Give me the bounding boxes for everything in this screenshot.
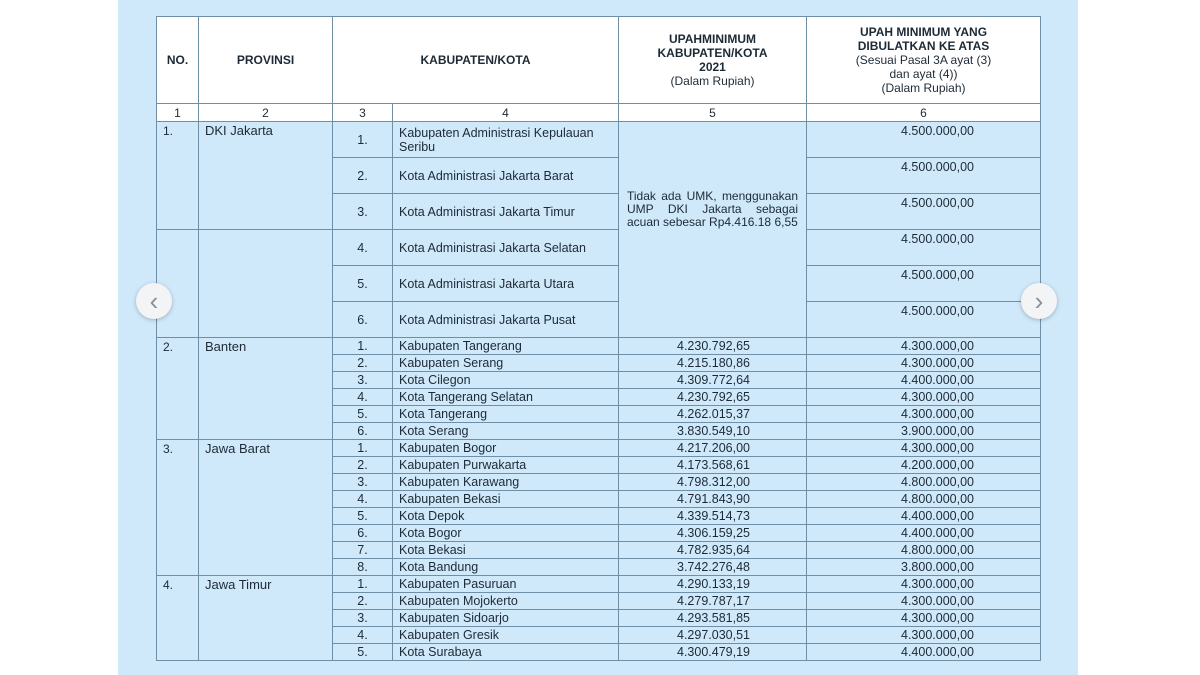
header-kabupaten: KABUPATEN/KOTA <box>333 17 619 104</box>
regency-name: Kota Serang <box>393 423 619 440</box>
header-no: NO. <box>157 17 199 104</box>
rounded-wage: 4.300.000,00 <box>807 576 1041 593</box>
regency-name: Kabupaten Tangerang <box>393 338 619 355</box>
regency-name: Kota Administrasi Jakarta Selatan <box>393 230 619 266</box>
row-number: 4. <box>333 491 393 508</box>
province-name-continued <box>199 230 333 338</box>
rounded-wage: 4.300.000,00 <box>807 406 1041 423</box>
umk-value: 4.215.180,86 <box>619 355 807 372</box>
regency-name: Kota Surabaya <box>393 644 619 661</box>
column-number: 5 <box>619 104 807 122</box>
umk-value: 4.173.568,61 <box>619 457 807 474</box>
regency-name: Kabupaten Mojokerto <box>393 593 619 610</box>
header-ump-line4: (Dalam Rupiah) <box>670 74 755 88</box>
table-row <box>157 338 1041 355</box>
province-number-continued <box>157 230 199 338</box>
row-number: 2. <box>333 158 393 194</box>
regency-name: Kota Administrasi Jakarta Pusat <box>393 302 619 338</box>
regency-name: Kabupaten Purwakarta <box>393 457 619 474</box>
regency-name: Kota Tangerang <box>393 406 619 423</box>
umk-value: 4.339.514,73 <box>619 508 807 525</box>
row-number: 3. <box>333 194 393 230</box>
regency-name: Kota Cilegon <box>393 372 619 389</box>
regency-name: Kota Bekasi <box>393 542 619 559</box>
regency-name: Kabupaten Serang <box>393 355 619 372</box>
province-name: Jawa Timur <box>199 576 333 661</box>
province-number: 3. <box>157 440 199 576</box>
header-rounded-line4: dan ayat (4)) <box>889 67 958 81</box>
umk-value: 4.262.015,37 <box>619 406 807 423</box>
row-number: 1. <box>333 576 393 593</box>
regency-name: Kota Administrasi Jakarta Barat <box>393 158 619 194</box>
rounded-wage: 4.400.000,00 <box>807 508 1041 525</box>
carousel-next-button[interactable] <box>1021 283 1057 319</box>
header-provinsi: PROVINSI <box>199 17 333 104</box>
row-number: 6. <box>333 525 393 542</box>
row-number: 5. <box>333 406 393 423</box>
row-number: 3. <box>333 372 393 389</box>
header-rounded-line1: UPAH MINIMUM YANG <box>859 25 988 39</box>
row-number: 3. <box>333 610 393 627</box>
column-number: 3 <box>333 104 393 122</box>
umk-value: 4.290.133,19 <box>619 576 807 593</box>
rounded-wage: 4.500.000,00 <box>807 194 1041 230</box>
umk-value: 3.742.276,48 <box>619 559 807 576</box>
province-name: DKI Jakarta <box>199 122 333 230</box>
regency-name: Kabupaten Gresik <box>393 627 619 644</box>
row-number: 4. <box>333 627 393 644</box>
column-number: 6 <box>807 104 1041 122</box>
rounded-wage: 4.400.000,00 <box>807 525 1041 542</box>
regency-name: Kabupaten Karawang <box>393 474 619 491</box>
carousel-prev-button[interactable] <box>136 283 172 319</box>
regency-name: Kota Depok <box>393 508 619 525</box>
rounded-wage: 4.400.000,00 <box>807 644 1041 661</box>
rounded-wage: 4.400.000,00 <box>807 372 1041 389</box>
umk-value: 4.230.792,65 <box>619 389 807 406</box>
column-number: 1 <box>157 104 199 122</box>
row-number: 1. <box>333 338 393 355</box>
regency-name: Kota Bandung <box>393 559 619 576</box>
row-number: 1. <box>333 440 393 457</box>
rounded-wage: 4.300.000,00 <box>807 593 1041 610</box>
table-row <box>157 440 1041 457</box>
province-name: Jawa Barat <box>199 440 333 576</box>
row-number: 4. <box>333 389 393 406</box>
rounded-wage: 4.500.000,00 <box>807 122 1041 158</box>
umk-value: 4.791.843,90 <box>619 491 807 508</box>
rounded-wage: 4.300.000,00 <box>807 440 1041 457</box>
umk-value: 4.300.479,19 <box>619 644 807 661</box>
regency-name: Kabupaten Pasuruan <box>393 576 619 593</box>
rounded-wage: 4.500.000,00 <box>807 266 1041 302</box>
column-number: 2 <box>199 104 333 122</box>
row-number: 5. <box>333 644 393 661</box>
province-number: 4. <box>157 576 199 661</box>
rounded-wage: 4.500.000,00 <box>807 230 1041 266</box>
header-rounded-line5: (Dalam Rupiah) <box>881 81 966 95</box>
row-number: 5. <box>333 508 393 525</box>
regency-name: Kabupaten Sidoarjo <box>393 610 619 627</box>
rounded-wage: 4.500.000,00 <box>807 158 1041 194</box>
regency-name: Kabupaten Bekasi <box>393 491 619 508</box>
rounded-wage: 4.800.000,00 <box>807 474 1041 491</box>
province-name: Banten <box>199 338 333 440</box>
umk-value: 4.798.312,00 <box>619 474 807 491</box>
table-row <box>157 576 1041 593</box>
header-rounded <box>807 17 1041 104</box>
rounded-wage: 4.200.000,00 <box>807 457 1041 474</box>
row-number: 1. <box>333 122 393 158</box>
rounded-wage: 4.300.000,00 <box>807 338 1041 355</box>
umk-value: 4.309.772,64 <box>619 372 807 389</box>
chevron-right-icon: › <box>1034 286 1044 316</box>
rounded-wage: 4.500.000,00 <box>807 302 1041 338</box>
rounded-wage: 4.300.000,00 <box>807 389 1041 406</box>
document-background <box>118 0 1078 675</box>
wage-table-sheet <box>156 16 1040 661</box>
province-number: 1. <box>157 122 199 230</box>
row-number: 6. <box>333 302 393 338</box>
umk-value: 4.217.206,00 <box>619 440 807 457</box>
header-rounded-line3: (Sesuai Pasal 3A ayat (3) <box>855 53 992 67</box>
header-ump-line3: 2021 <box>699 60 726 74</box>
header-rounded-line2: DIBULATKAN KE ATAS <box>857 39 990 53</box>
regency-name: Kota Tangerang Selatan <box>393 389 619 406</box>
header-ump <box>619 17 807 104</box>
umk-value: 4.306.159,25 <box>619 525 807 542</box>
column-number: 4 <box>393 104 619 122</box>
rounded-wage: 4.800.000,00 <box>807 491 1041 508</box>
umk-value: 3.830.549,10 <box>619 423 807 440</box>
row-number: 2. <box>333 593 393 610</box>
rounded-wage: 4.300.000,00 <box>807 610 1041 627</box>
table-row <box>157 230 1041 266</box>
rounded-wage: 4.300.000,00 <box>807 627 1041 644</box>
row-number: 8. <box>333 559 393 576</box>
regency-name: Kota Administrasi Jakarta Timur <box>393 194 619 230</box>
umk-value: 4.230.792,65 <box>619 338 807 355</box>
header-ump-line1: UPAHMINIMUM <box>668 32 757 46</box>
row-number: 6. <box>333 423 393 440</box>
jakarta-note: Tidak ada UMK, menggunakan UMP DKI Jakarta sebagai acuan sebesar Rp4.416.18 6,55 <box>619 122 807 338</box>
table-row <box>157 122 1041 158</box>
row-number: 2. <box>333 355 393 372</box>
header-ump-line2: KABUPATEN/KOTA <box>657 46 768 60</box>
row-number: 3. <box>333 474 393 491</box>
row-number: 5. <box>333 266 393 302</box>
province-number: 2. <box>157 338 199 440</box>
rounded-wage: 3.900.000,00 <box>807 423 1041 440</box>
regency-name: Kabupaten Bogor <box>393 440 619 457</box>
umk-value: 4.293.581,85 <box>619 610 807 627</box>
minimum-wage-table <box>156 16 1041 661</box>
rounded-wage: 4.300.000,00 <box>807 355 1041 372</box>
regency-name: Kota Administrasi Jakarta Utara <box>393 266 619 302</box>
row-number: 7. <box>333 542 393 559</box>
umk-value: 4.297.030,51 <box>619 627 807 644</box>
umk-value: 4.782.935,64 <box>619 542 807 559</box>
rounded-wage: 3.800.000,00 <box>807 559 1041 576</box>
regency-name: Kota Bogor <box>393 525 619 542</box>
row-number: 4. <box>333 230 393 266</box>
chevron-left-icon: ‹ <box>149 286 159 316</box>
rounded-wage: 4.800.000,00 <box>807 542 1041 559</box>
regency-name: Kabupaten Administrasi Kepulauan Seribu <box>393 122 619 158</box>
row-number: 2. <box>333 457 393 474</box>
umk-value: 4.279.787,17 <box>619 593 807 610</box>
